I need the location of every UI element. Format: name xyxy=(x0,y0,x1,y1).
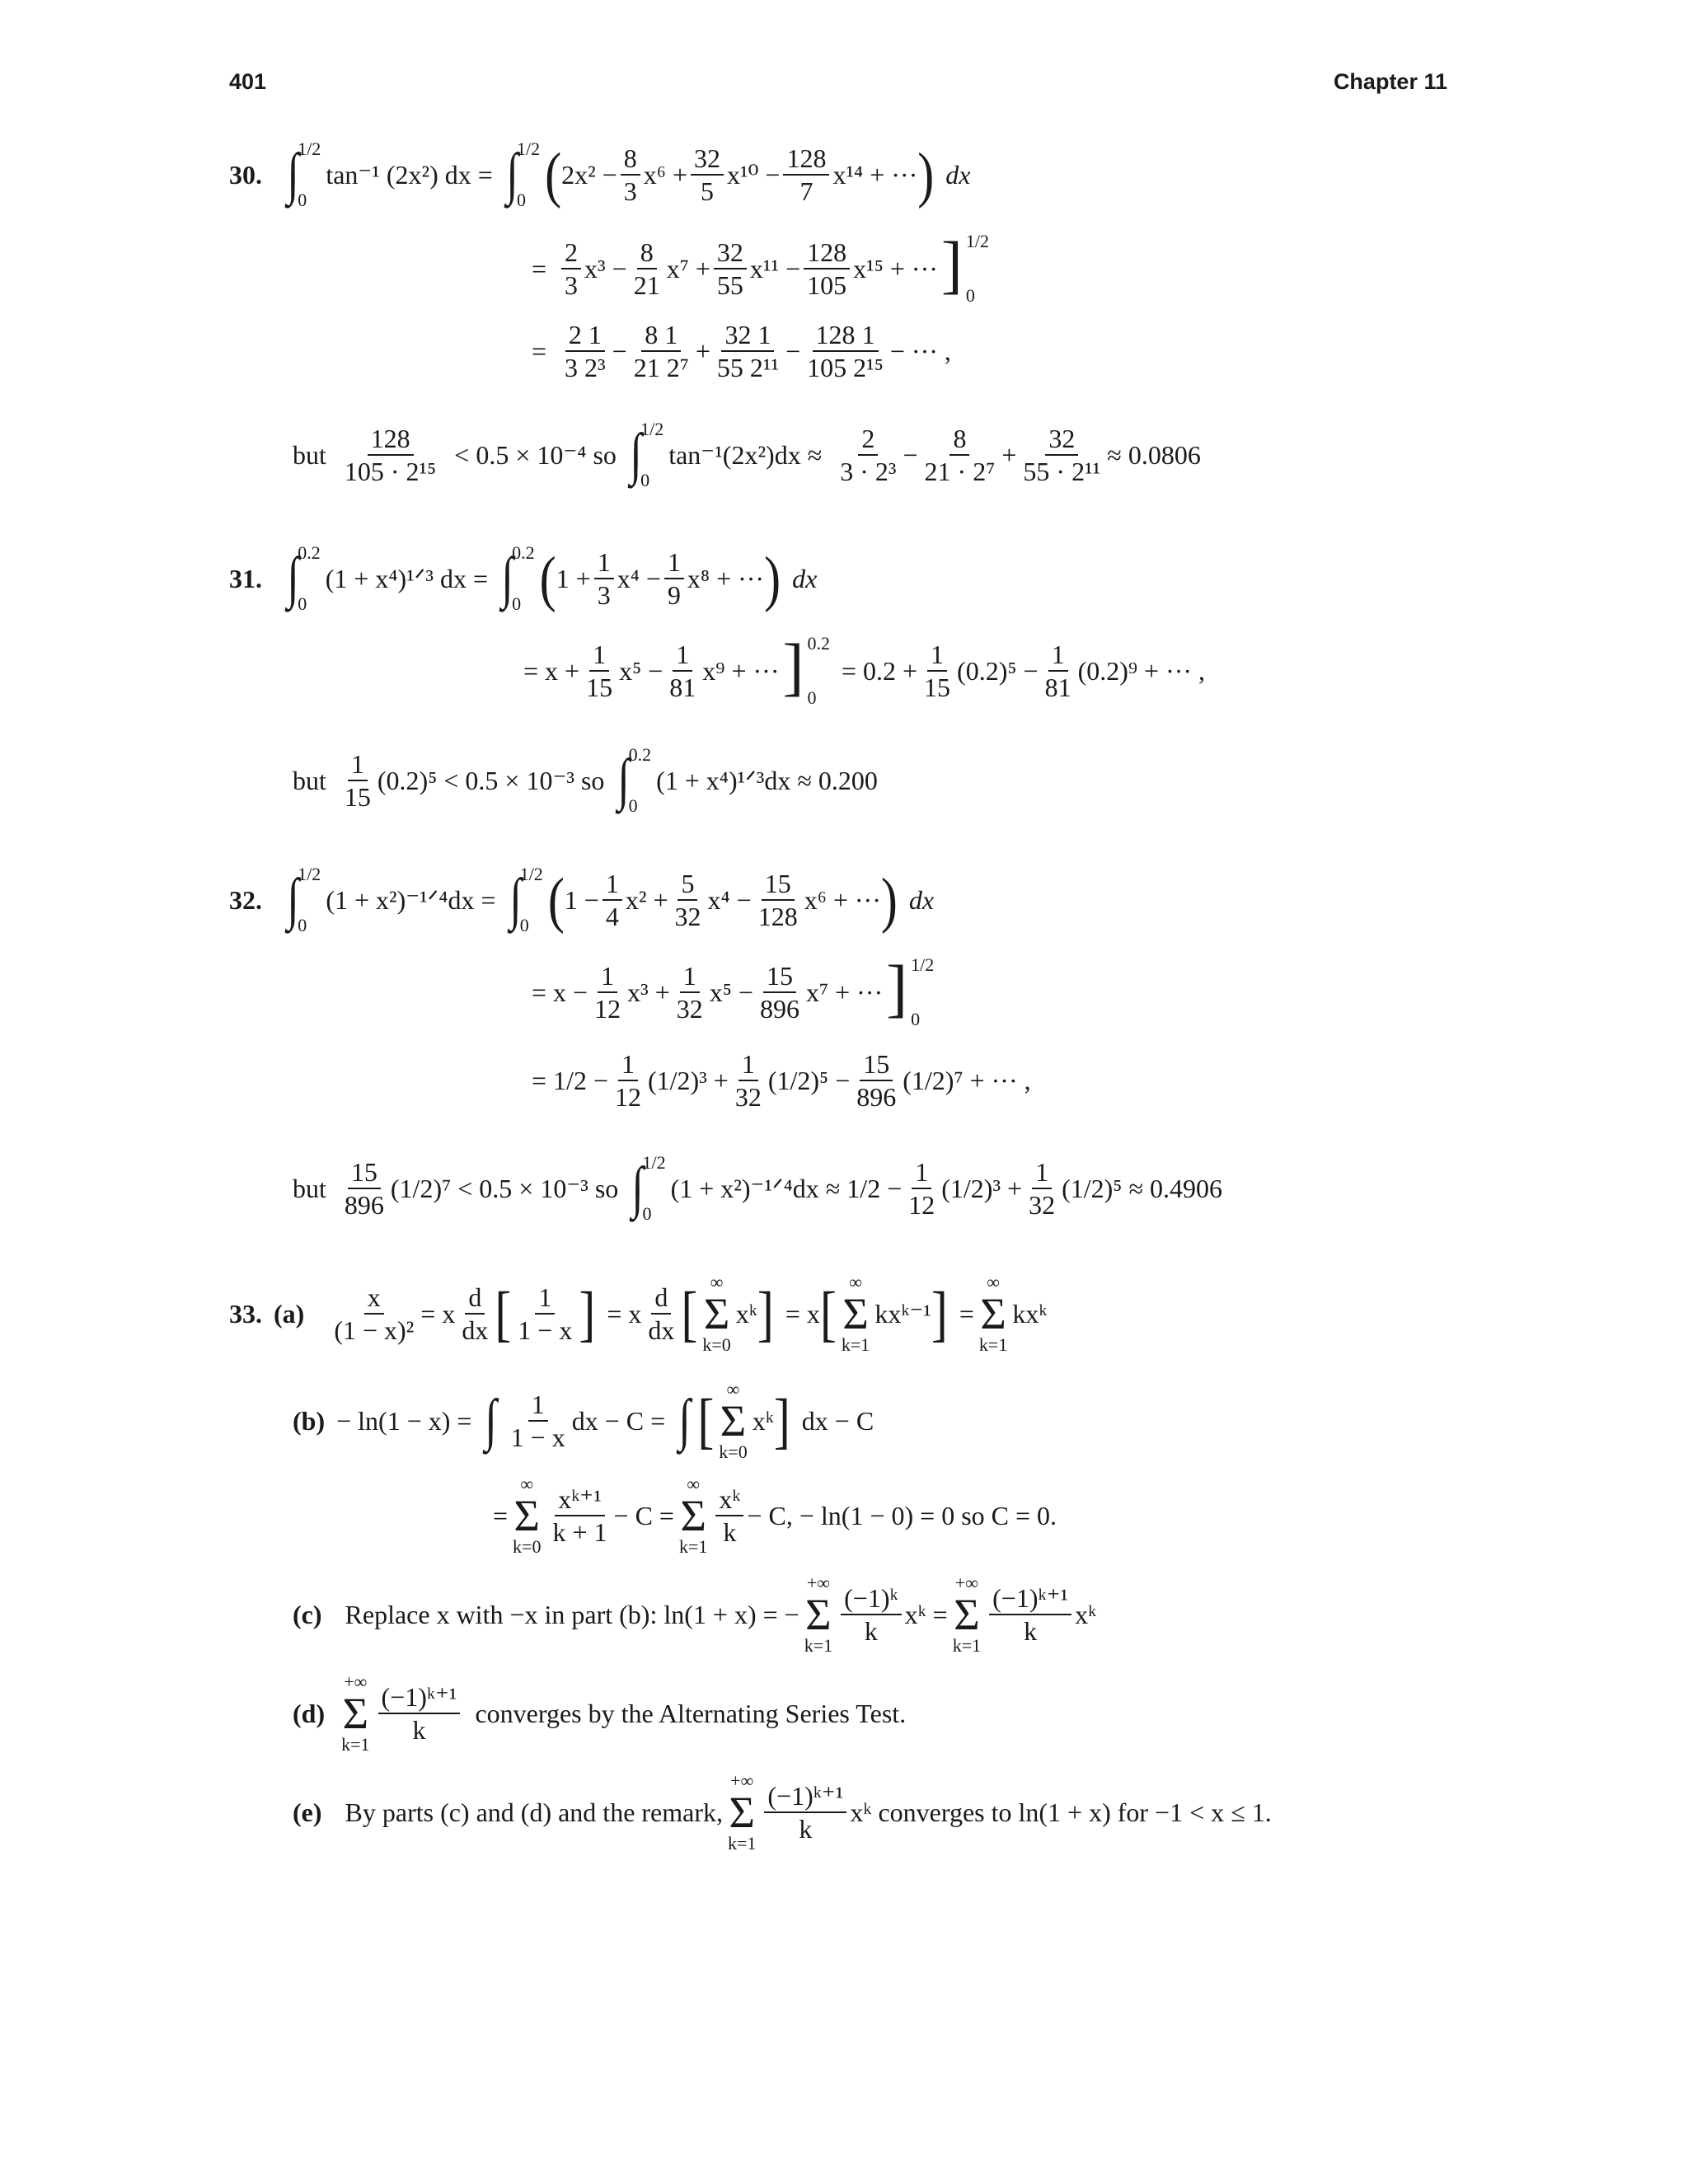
expression: x¹⁴ + ··· xyxy=(832,160,918,190)
problem-33-part-e xyxy=(293,1772,1272,1853)
summation: ∞ Σ k=0 xyxy=(702,1272,731,1355)
expression: x⁵ − xyxy=(619,656,663,686)
expression: x¹⁰ − xyxy=(726,160,781,190)
expression: Replace x with −x in part (b): ln(1 + x) = − xyxy=(345,1600,799,1629)
summation: ∞ Σ k=1 xyxy=(978,1272,1008,1355)
expression: 1 − xyxy=(564,885,599,915)
expression: x¹⁵ + ··· xyxy=(853,254,938,284)
fraction: $\frac{1}{32}$ xyxy=(676,961,703,1024)
expression: x⁹ + ··· xyxy=(702,656,780,686)
fraction: $\frac{1}{1 - x}$ xyxy=(518,1282,573,1345)
problem-31-line-3 xyxy=(293,746,878,815)
expression: (0.2)⁵ < 0.5 × 10⁻³ so xyxy=(377,766,605,795)
problem-32-line-4 xyxy=(293,1154,1222,1223)
fraction: $\frac{128}{105}$ xyxy=(804,239,850,298)
expression: By parts (c) and (d) and the remark, xyxy=(345,1797,723,1827)
expression: dx xyxy=(792,564,818,593)
equals-sign: = xyxy=(493,1501,509,1530)
integral-sign: ∫ 0.2 0 xyxy=(287,542,321,614)
fraction: $\frac{5}{32}$ xyxy=(674,869,701,931)
expression: 2x² − xyxy=(561,160,617,190)
expression: − ln(1 − x) = xyxy=(336,1406,472,1436)
fraction: $\frac{d}{dx}$ xyxy=(648,1282,675,1345)
expression: x³ + xyxy=(627,977,670,1007)
fraction: $\frac{1}{15}$ xyxy=(344,749,371,812)
fraction: $\frac{\text{(−1)ᵏ⁺¹}}{k}$ xyxy=(764,1783,846,1842)
fraction: $\frac{1}{15}$ xyxy=(586,640,613,702)
expression: x³ − xyxy=(584,254,627,284)
chapter-title: Chapter 11 xyxy=(1333,69,1447,94)
summation: +∞ Σ k=1 xyxy=(804,1572,833,1656)
fraction: $\frac{1}{81}$ xyxy=(669,640,696,702)
expression: = x xyxy=(785,1299,820,1329)
expression: (1 + x⁴)¹ᐟ³dx ≈ 0.200 xyxy=(656,766,878,795)
part-label: (c) xyxy=(293,1600,322,1629)
expression: (0.2)⁵ − xyxy=(957,656,1039,686)
expression: = x xyxy=(420,1299,456,1329)
expression: x⁸ + ··· xyxy=(687,564,765,593)
part-label: (d) xyxy=(293,1699,326,1728)
fraction: $\frac{x}{\text{(1 − x)²}}$ xyxy=(334,1282,415,1345)
expression: (1/2)⁷ < 0.5 × 10⁻³ so xyxy=(390,1174,619,1203)
expression: (1 + x²)⁻¹ᐟ⁴dx ≈ 1/2 − xyxy=(670,1174,903,1203)
equals-sign: = xyxy=(532,336,547,366)
expression: = x xyxy=(607,1299,642,1329)
fraction: $\frac{1}{9}$ xyxy=(664,549,684,608)
integral-sign: ∫ xyxy=(485,1389,498,1452)
integral-sign: ∫ xyxy=(678,1389,691,1452)
problem-30-line-3: = $\frac{2 1}{\text{3 2³}}$ − $\frac{8 1}{\text{21 2⁷}}$ + $\frac{32 1}{\text{55 2¹¹}}$ − $\frac{128 1}{\text{105 2¹⁵}}$ − ··· , xyxy=(532,320,951,382)
expression: x⁴ − xyxy=(617,564,661,593)
fraction: $\frac{1}{12}$ xyxy=(614,1049,641,1112)
expression: (1/2)³ + xyxy=(647,1066,729,1095)
part-label: (e) xyxy=(293,1797,322,1827)
expression: − ··· , xyxy=(889,336,951,366)
expression: tan⁻¹(2x²)dx ≈ xyxy=(668,440,823,470)
problem-number: 32. xyxy=(229,885,262,915)
expression: x⁷ + ··· xyxy=(805,977,884,1007)
expression: (1/2)⁵ ≈ 0.4906 xyxy=(1062,1174,1222,1203)
integral-sign: ∫ 1/2 0 xyxy=(287,864,321,935)
expression: (0.2)⁹ + ··· , xyxy=(1077,656,1206,686)
part-label: (b) xyxy=(293,1406,326,1436)
summation: ∞ Σ k=0 xyxy=(719,1379,748,1462)
expression: dx − C = xyxy=(571,1406,666,1436)
fraction: $\frac{1}{32}$ xyxy=(734,1049,762,1112)
fraction: $\frac{1}{3}$ xyxy=(594,549,614,608)
expression: x² + xyxy=(625,885,668,915)
integral-sign: ∫ 1/2 0 xyxy=(287,138,321,210)
expression: xᵏ = xyxy=(904,1600,948,1629)
problem-30-line-2 xyxy=(532,228,989,306)
fraction: $\frac{8}{3}$ xyxy=(621,145,640,204)
fraction: $\frac{32 1}{\text{55 2¹¹}}$ xyxy=(716,320,780,382)
page-header xyxy=(229,69,1447,102)
summation: ∞ Σ k=0 xyxy=(513,1474,542,1557)
summation: +∞ Σ k=1 xyxy=(341,1671,370,1755)
expression: − C, − ln(1 − 0) = 0 so C = 0. xyxy=(747,1501,1057,1530)
text-but: but xyxy=(293,440,326,470)
integral-sign: ∫ 1/2 0 xyxy=(506,138,541,210)
fraction: $\frac{1}{81}$ xyxy=(1044,640,1071,702)
page-number: 401 xyxy=(229,69,267,94)
expression: (1 + x⁴)¹ᐟ³ dx = xyxy=(325,564,488,593)
problem-30-line-4: but $\frac{128}{\text{105 · 2¹⁵}}$ < 0.5 × 10⁻⁴ so ∫ 1/2 0 tan⁻¹(2x²)dx ≈ $\frac{2}{\text{3 · 2³}}$ − $\frac{8}{\text{21 · 2⁷}}$ + $\frac{32}{\text{55 · 2¹¹}}$ ≈ 0.0806 xyxy=(293,419,1201,490)
expression: (1 + x²)⁻¹ᐟ⁴dx = xyxy=(326,885,496,915)
expression: dx xyxy=(945,160,971,190)
fraction: $\frac{128}{7}$ xyxy=(783,145,829,204)
expression: = 1/2 − xyxy=(532,1066,608,1095)
problem-32-line-3 xyxy=(532,1051,1031,1110)
fraction: $\frac{128}{\text{105 · 2¹⁵}}$ xyxy=(344,424,437,486)
fraction: $\frac{1}{15}$ xyxy=(924,640,951,702)
integral-sign: ∫ 1/2 0 xyxy=(509,864,543,935)
expression: < 0.5 × 10⁻⁴ so xyxy=(454,440,617,470)
expression: x¹¹ − xyxy=(749,254,801,284)
problem-30-line-1: 30. ∫ 1/2 0 tan⁻¹ (2x²) dx = ∫ 1/2 0 ( 2x² − $\frac{8}{3}$ x⁶ + $\frac{32}{5}$ x¹⁰ − $\frac{128}{7}$ x¹⁴ + ··· ) dx xyxy=(229,138,971,210)
fraction: $\frac{128 1}{\text{105 2¹⁵}}$ xyxy=(807,320,884,382)
expression: xᵏ xyxy=(1075,1600,1097,1629)
expression: 1 + xyxy=(556,564,591,593)
fraction: $\frac{1}{4}$ xyxy=(603,870,622,930)
fraction: $\frac{d}{dx}$ xyxy=(462,1282,489,1345)
summation: ∞ Σ k=1 xyxy=(678,1474,708,1557)
text-but: but xyxy=(293,1174,326,1203)
evaluation-bracket: ] 0.2 0 xyxy=(782,630,830,708)
problem-number: 30. xyxy=(229,160,262,190)
expression: (1/2)⁵ − xyxy=(767,1066,851,1095)
expression: dx − C xyxy=(801,1406,874,1436)
fraction: $\frac{8}{21}$ xyxy=(633,237,660,300)
expression: converges by the Alternating Series Test. xyxy=(475,1699,907,1728)
problem-31-line-1: 31. ∫ 0.2 0 (1 + x⁴)¹ᐟ³ dx = ∫ 0.2 0 ( 1 + $\frac{1}{3}$ x⁴ − $\frac{1}{9}$ x⁸ + ··· ) dx xyxy=(229,542,818,614)
summation: +∞ Σ k=1 xyxy=(952,1572,982,1656)
integral-sign: ∫ 0.2 0 xyxy=(617,744,652,816)
fraction: $\frac{1}{1 - x}$ xyxy=(510,1390,565,1452)
fraction: $\frac{32}{5}$ xyxy=(691,145,724,204)
expression: = x − xyxy=(532,977,588,1007)
problem-33-part-c xyxy=(293,1574,1096,1655)
problem-number: 33. xyxy=(229,1299,262,1329)
fraction: $\frac{\text{(−1)ᵏ⁺¹}}{k}$ xyxy=(989,1585,1071,1644)
fraction: $\frac{15}{896}$ xyxy=(856,1049,897,1112)
fraction: $\frac{32}{55}$ xyxy=(714,239,747,298)
equals-sign: = xyxy=(532,254,547,284)
expression: x⁷ + xyxy=(666,254,710,284)
integral-sign: ∫ 0.2 0 xyxy=(501,542,535,614)
fraction: $\frac{1}{12}$ xyxy=(908,1157,935,1220)
integral-sign: ∫ 1/2 0 xyxy=(630,419,664,490)
problem-32-line-2 xyxy=(532,952,935,1029)
fraction: $\frac{\text{(−1)ᵏ}}{k}$ xyxy=(841,1585,901,1644)
part-label: (a) xyxy=(274,1299,305,1329)
expression: = x + xyxy=(523,656,580,686)
fraction: $\frac{2 1}{\text{3 2³}}$ xyxy=(565,320,606,382)
expression: = 0.2 + xyxy=(841,656,918,686)
fraction: $\frac{15}{896}$ xyxy=(344,1157,384,1220)
expression: x⁶ + xyxy=(643,160,687,190)
expression: x⁶ + ··· xyxy=(804,885,881,915)
expression: (1/2)⁷ + ··· , xyxy=(903,1066,1031,1095)
expression: x⁴ − xyxy=(707,885,752,915)
problem-number: 31. xyxy=(229,564,262,593)
problem-33-part-b: (b) − ln(1 − x) = ∫ $\frac{1}{1 - x}$ dx − C = ∫ [ ∞ Σ k=0 xᵏ ] dx − C xyxy=(293,1379,874,1462)
fraction: $\frac{2}{\text{3 · 2³}}$ xyxy=(840,424,897,486)
fraction: $\frac{8}{\text{21 · 2⁷}}$ xyxy=(924,424,996,486)
problem-33-part-d xyxy=(293,1673,906,1754)
evaluation-bracket: ] 1/2 0 xyxy=(940,228,989,306)
fraction: $\frac{32}{\text{55 · 2¹¹}}$ xyxy=(1023,424,1101,486)
fraction: $\frac{2}{3}$ xyxy=(561,239,581,298)
fraction: $\frac{\text{(−1)ᵏ⁺¹}}{k}$ xyxy=(378,1684,461,1743)
fraction: $\frac{\text{xᵏ⁺¹}}{k + 1}$ xyxy=(552,1484,607,1547)
fraction: $\frac{15}{896}$ xyxy=(759,961,799,1024)
text-but: but xyxy=(293,766,326,795)
evaluation-bracket: ] 1/2 0 xyxy=(886,952,935,1029)
fraction: $\frac{1}{12}$ xyxy=(594,961,621,1024)
expression: ≈ 0.0806 xyxy=(1107,440,1201,470)
expression: xᵏ converges to ln(1 + x) for −1 < x ≤ 1. xyxy=(850,1797,1272,1827)
problem-32-line-1: 32. ∫ 1/2 0 (1 + x²)⁻¹ᐟ⁴dx = ∫ 1/2 0 ( 1 − $\frac{1}{4}$ x² + $\frac{5}{32}$ x⁴ − $\frac{15}{128}$ x⁶ + ··· ) dx xyxy=(229,864,935,935)
fraction: $\frac{1}{32}$ xyxy=(1029,1157,1056,1220)
problem-33-part-a: 33. (a) $\frac{x}{\text{(1 − x)²}}$ = x $\frac{d}{dx}$ [ $\frac{1}{1 - x}$ ] = x $\frac{d}{dx}$ [ ∞ Σ k=0 xᵏ ] = x [ ∞ Σ k=1 kxᵏ⁻¹ ] = ∞ Σ k=1 kxᵏ xyxy=(229,1272,1048,1355)
fraction: $\frac{\text{xᵏ}}{k}$ xyxy=(715,1486,743,1545)
expression: tan⁻¹ (2x²) dx = xyxy=(326,160,493,190)
summation: +∞ Σ k=1 xyxy=(728,1770,757,1854)
expression: = xyxy=(959,1299,974,1329)
expression: − C = xyxy=(613,1501,674,1530)
fraction: $\frac{8 1}{\text{21 2⁷}}$ xyxy=(633,320,689,382)
problem-31-line-2 xyxy=(523,630,1206,708)
expression: x⁵ − xyxy=(709,977,753,1007)
integral-sign: ∫ 1/2 0 xyxy=(631,1152,666,1224)
fraction: $\frac{15}{128}$ xyxy=(757,869,798,931)
problem-33-part-b-line-2 xyxy=(493,1475,1057,1556)
expression: (1/2)³ + xyxy=(941,1174,1023,1203)
summation: ∞ Σ k=1 xyxy=(841,1272,870,1355)
expression: dx xyxy=(908,885,935,915)
